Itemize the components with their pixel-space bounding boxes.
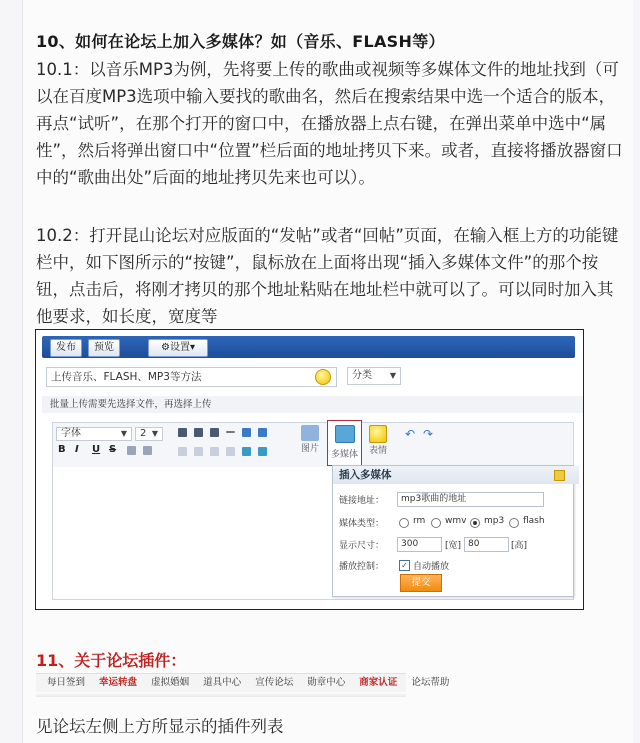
close-icon[interactable]	[554, 470, 565, 481]
redo-icon[interactable]: ↷	[423, 427, 434, 441]
multimedia-button-label: 多媒体	[330, 450, 358, 460]
plugin-help[interactable]: 论坛帮助	[411, 677, 450, 688]
attachment-icon[interactable]	[226, 447, 235, 456]
width-unit: [宽]	[445, 541, 462, 551]
plugin-lucky-wheel[interactable]: 幸运转盘	[99, 677, 138, 688]
size-select[interactable]	[135, 427, 163, 441]
radio-wmv[interactable]	[431, 518, 441, 528]
subject-input[interactable]: 上传音乐、FLASH、MP3等方法	[46, 367, 337, 387]
code-icon[interactable]	[258, 428, 267, 437]
editor-screenshot	[35, 329, 584, 610]
plugin-checkin[interactable]: 每日签到	[47, 677, 86, 688]
plugin-merchant-verify[interactable]: 商家认证	[359, 677, 398, 688]
emoticon-button[interactable]	[363, 425, 393, 456]
dialog-title: 插入多媒体	[333, 466, 579, 484]
gear-icon: ⚙	[161, 342, 170, 353]
unordered-list-icon[interactable]	[210, 428, 219, 437]
preview-button[interactable]: 预览	[88, 339, 120, 357]
autoplay-checkbox[interactable]: ✓	[399, 560, 410, 571]
section-10-2-paragraph: 10.2：打开昆山论坛对应版面的“发帖”或者“回帖”页面，在输入框上方的功能键栏中，如下图所示的“按键”，鼠标放在上面将出现“插入多媒体文件”的那个按钮，点击后，将刚才拷贝的那个地址粘贴在地址栏中就可以了。可以同时加入其他要求，如长度，宽度等	[36, 226, 619, 326]
radio-wmv-label: wmv	[445, 516, 467, 526]
size-label: 显示尺寸：	[339, 541, 385, 551]
plugin-promote[interactable]: 宣传论坛	[255, 677, 294, 688]
submit-button[interactable]: 提交	[400, 574, 442, 592]
plugin-list-note: 见论坛左侧上方所显示的插件列表	[36, 717, 284, 736]
category-select[interactable]	[347, 367, 401, 385]
bold-button[interactable]: B	[58, 444, 66, 455]
link-icon[interactable]	[242, 428, 251, 437]
cropped-strip	[36, 692, 406, 697]
smiley-icon[interactable]	[315, 369, 331, 385]
radio-flash-label: flash	[523, 516, 545, 526]
category-label: 分类	[352, 370, 372, 381]
horizontal-rule-icon[interactable]	[226, 431, 235, 433]
height-unit: [高]	[511, 541, 528, 551]
type-label: 媒体类型：	[339, 519, 385, 529]
font-label: 字体	[61, 428, 81, 439]
flash-icon[interactable]	[258, 447, 267, 456]
section-10-1-paragraph: 10.1：以音乐MP3为例，先将要上传的歌曲或视频等多媒体文件的地址找到（可以在百度MP3选项中输入要找的歌曲名，然后在搜索结果中选一个适合的版本，再点“试听”，在那个打开的窗口中，在播放器上点右键，在弹出菜单中选中“属性”，然后将弹出窗口中“位置”栏后面的地址拷贝下来。或者，直接将播放器窗口中的“歌曲出处”后面的地址拷贝先来也可以）。	[36, 60, 623, 187]
editor-toolbar	[52, 422, 574, 468]
radio-flash[interactable]	[509, 518, 519, 528]
radio-rm[interactable]	[399, 518, 409, 528]
ordered-list-icon[interactable]	[194, 428, 203, 437]
background-color-icon[interactable]	[143, 446, 152, 455]
text-color-icon[interactable]	[127, 446, 136, 455]
chevron-down-icon: ▼	[389, 371, 396, 380]
insert-media-dialog	[332, 465, 574, 597]
emoticon-button-label: 表情	[368, 446, 387, 456]
settings-label: 设置	[169, 342, 190, 353]
subject-row	[42, 367, 575, 387]
picture-icon	[301, 425, 319, 441]
height-input[interactable]: 80	[464, 537, 509, 552]
chevron-down-icon: ▼	[120, 429, 127, 438]
plugin-bar	[36, 673, 450, 693]
underline-button[interactable]: U	[92, 444, 101, 455]
upload-hint: 批量上传需要先选择文件，再选择上传	[42, 396, 583, 413]
plugin-medal-center[interactable]: 勋章中心	[307, 677, 346, 688]
multimedia-icon	[335, 425, 355, 443]
quote-icon[interactable]	[178, 447, 187, 456]
strike-button[interactable]: S	[109, 444, 117, 455]
italic-button[interactable]: I	[75, 444, 79, 455]
font-select[interactable]	[56, 427, 132, 441]
url-label: 链接地址：	[339, 496, 385, 506]
chevron-down-icon: ▾	[189, 342, 195, 353]
size-label: 2	[140, 428, 147, 439]
image-small-icon[interactable]	[242, 447, 251, 456]
align-left-icon[interactable]	[178, 428, 187, 437]
unlink-icon[interactable]	[194, 447, 203, 456]
undo-icon[interactable]: ↶	[405, 427, 416, 441]
radio-mp3-label: mp3	[484, 516, 505, 526]
radio-rm-label: rm	[413, 516, 426, 526]
play-control-label: 播放控制：	[339, 562, 385, 572]
section-11-heading: 11、关于论坛插件：	[36, 651, 187, 670]
plugin-item-center[interactable]: 道具中心	[203, 677, 242, 688]
top-toolbar	[42, 336, 575, 358]
image-button[interactable]	[295, 425, 325, 454]
image-button-label: 图片	[300, 444, 319, 454]
table-icon[interactable]	[210, 447, 219, 456]
smiley-icon	[369, 425, 387, 443]
width-input[interactable]: 300	[397, 537, 442, 552]
url-input[interactable]: mp3歌曲的地址	[397, 492, 544, 507]
settings-button[interactable]	[148, 339, 208, 357]
multimedia-button[interactable]	[327, 420, 362, 466]
post-button[interactable]: 发布	[50, 339, 82, 357]
section-10-heading: 10、如何在论坛上加入多媒体？如（音乐、FLASH等）	[36, 32, 445, 51]
autoplay-label: 自动播放	[413, 562, 450, 572]
radio-mp3[interactable]	[470, 518, 480, 528]
chevron-down-icon: ▼	[151, 429, 158, 438]
plugin-virtual-marriage[interactable]: 虚拟婚姻	[151, 677, 190, 688]
